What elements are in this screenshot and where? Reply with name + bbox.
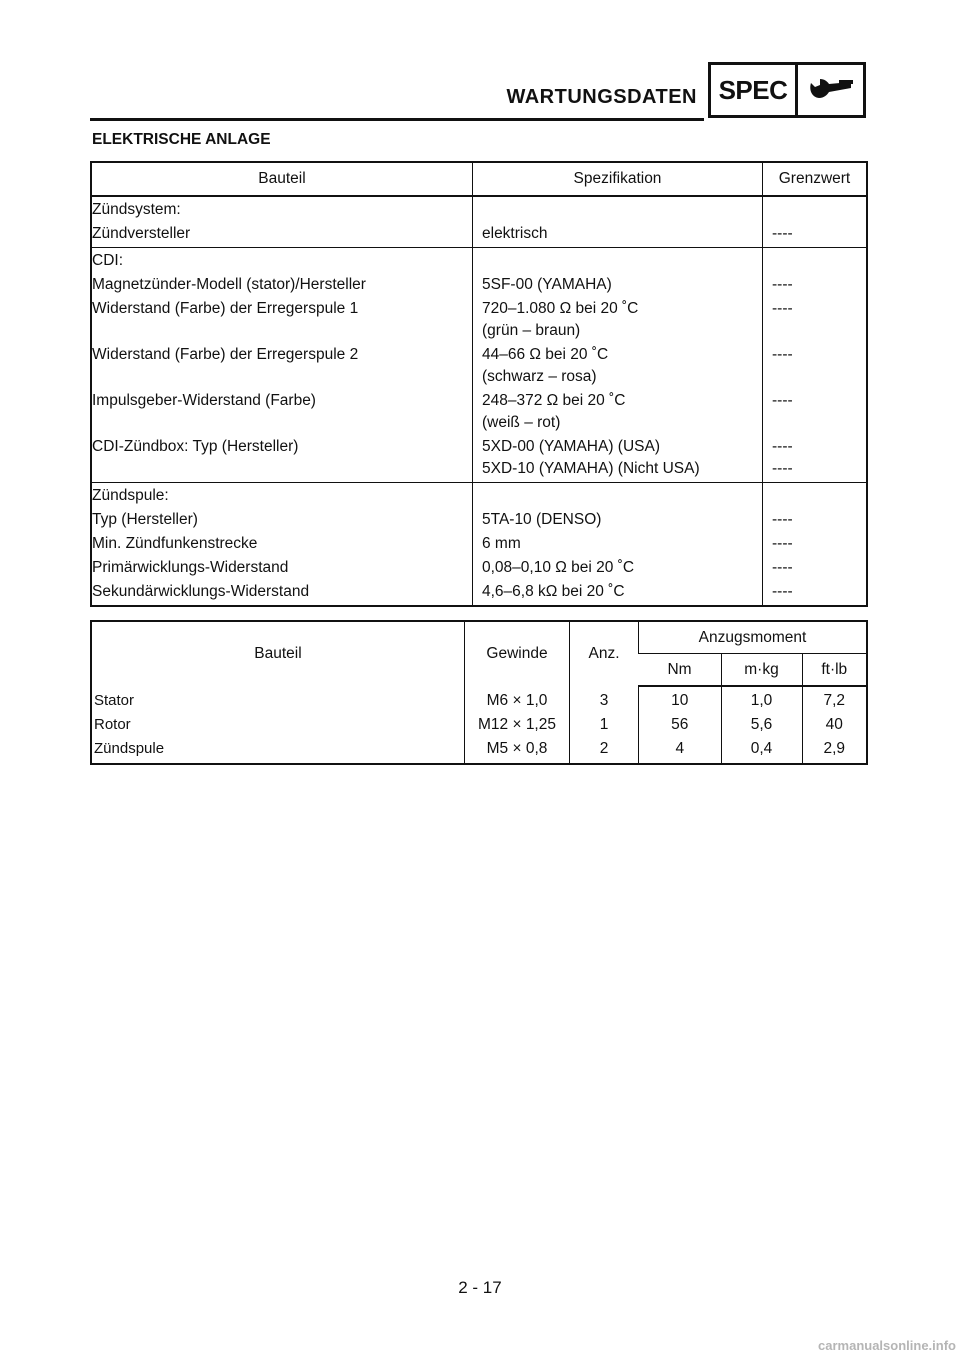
row-limit: ----	[763, 532, 868, 556]
row-spec-line: (grün – braun)	[482, 322, 581, 339]
row-spec	[473, 297, 763, 343]
torque-thread: M12 × 1,25	[465, 713, 570, 737]
spec-badge	[708, 62, 866, 118]
row-spec: 0,08–0,10 Ω bei 20 ˚C	[473, 556, 763, 580]
row-item: Primärwicklungs-Widerstand	[92, 559, 289, 576]
torque-part: Rotor	[94, 716, 131, 733]
torque-part: Zündspule	[94, 740, 165, 757]
torque-nm: 56	[639, 713, 722, 737]
column-header-part: Bauteil	[91, 162, 473, 196]
table-row	[91, 713, 867, 737]
row-spec: 5TA-10 (DENSO)	[473, 508, 763, 532]
table-row	[91, 532, 867, 556]
row-item: Magnetzünder-Modell (stator)/Hersteller	[92, 276, 366, 293]
row-spec-line: 5XD-00 (YAMAHA) (USA)	[482, 438, 660, 455]
section-title: ELEKTRISCHE ANLAGE	[92, 131, 271, 148]
row-limit: ----	[763, 580, 868, 606]
row-spec-line: 248–372 Ω bei 20 ˚C	[482, 392, 626, 409]
row-item: Min. Zündfunkenstrecke	[92, 535, 258, 552]
page-header-title: WARTUNGSDATEN	[506, 86, 697, 108]
row-item: Typ (Hersteller)	[92, 511, 198, 528]
torque-mkg: 1,0	[721, 686, 802, 713]
row-item: Impulsgeber-Widerstand (Farbe)	[92, 392, 316, 409]
row-spec	[473, 389, 763, 435]
group-row-cdi	[91, 248, 867, 274]
header-rule	[90, 118, 704, 121]
row-spec: 6 mm	[473, 532, 763, 556]
row-spec-line: (weiß – rot)	[482, 414, 561, 431]
row-spec: 5SF-00 (YAMAHA)	[473, 273, 763, 297]
row-limit: ----	[763, 389, 868, 435]
row-spec	[473, 435, 763, 483]
watermark: carmanualsonline.info	[818, 1338, 956, 1353]
torque-mkg: 0,4	[721, 737, 802, 764]
table-row	[91, 297, 867, 343]
torque-mkg: 5,6	[721, 713, 802, 737]
row-spec: 4,6–6,8 kΩ bei 20 ˚C	[473, 580, 763, 606]
torque-part: Stator	[94, 691, 135, 709]
column-header-nm: Nm	[639, 654, 722, 687]
torque-ftlb: 2,9	[802, 737, 867, 764]
wrench-icon	[798, 65, 863, 115]
row-item: Widerstand (Farbe) der Erregerspule 2	[92, 346, 359, 363]
column-header-qty: Anz.	[570, 621, 639, 686]
table-row	[91, 222, 867, 248]
row-spec-line: 5XD-10 (YAMAHA) (Nicht USA)	[482, 460, 700, 477]
row-limit: ----	[763, 222, 868, 248]
column-header-torque: Anzugsmoment	[639, 621, 868, 654]
row-spec-line: 44–66 Ω bei 20 ˚C	[482, 346, 609, 363]
column-header-spec: Spezifikation	[473, 162, 763, 196]
torque-nm: 4	[639, 737, 722, 764]
row-limit: ----	[763, 508, 868, 532]
column-header-mkg: m·kg	[721, 654, 802, 687]
row-limit-line: ----	[772, 460, 793, 477]
group-row-ignition	[91, 196, 867, 222]
page-number: 2 - 17	[458, 1278, 502, 1297]
torque-thread: M6 × 1,0	[465, 686, 570, 713]
row-spec-line: 720–1.080 Ω bei 20 ˚C	[482, 300, 639, 317]
row-limit: ----	[763, 273, 868, 297]
row-limit: ----	[763, 297, 868, 343]
row-spec	[473, 343, 763, 389]
group-title: CDI:	[91, 248, 473, 274]
electrical-spec-table	[90, 161, 868, 607]
column-header-ftlb: ft·lb	[802, 654, 867, 687]
torque-qty: 2	[570, 737, 639, 764]
torque-ftlb: 40	[802, 713, 867, 737]
torque-nm: 10	[639, 686, 722, 713]
table-row	[91, 343, 867, 389]
row-spec: elektrisch	[473, 222, 763, 248]
table-row	[91, 737, 867, 764]
group-title: Zündsystem:	[92, 201, 181, 218]
row-spec-line: (schwarz – rosa)	[482, 368, 597, 385]
table-row	[91, 389, 867, 435]
torque-thread: M5 × 0,8	[465, 737, 570, 764]
row-limit: ----	[763, 343, 868, 389]
table-row	[91, 686, 867, 713]
table-row	[91, 435, 867, 483]
row-limit-line: ----	[772, 438, 793, 455]
column-header-limit: Grenzwert	[763, 162, 868, 196]
torque-table	[90, 620, 868, 765]
row-limit	[763, 435, 868, 483]
torque-qty: 3	[570, 686, 639, 713]
torque-qty: 1	[570, 713, 639, 737]
table-row	[91, 580, 867, 606]
row-limit: ----	[763, 556, 868, 580]
spec-badge-label: SPEC	[711, 65, 798, 115]
table-row	[91, 556, 867, 580]
row-item: CDI-Zündbox: Typ (Hersteller)	[92, 438, 299, 455]
table-row	[91, 508, 867, 532]
torque-ftlb: 7,2	[802, 686, 867, 713]
column-header-part: Bauteil	[254, 645, 302, 662]
row-item: Sekundärwicklungs-Widerstand	[92, 583, 310, 600]
row-item: Widerstand (Farbe) der Erregerspule 1	[92, 300, 359, 317]
column-header-thread: Gewinde	[465, 621, 570, 686]
group-title: Zündspule:	[91, 483, 473, 509]
row-item: Zündversteller	[92, 225, 191, 242]
table-row	[91, 273, 867, 297]
group-row-ignition-coil	[91, 483, 867, 509]
